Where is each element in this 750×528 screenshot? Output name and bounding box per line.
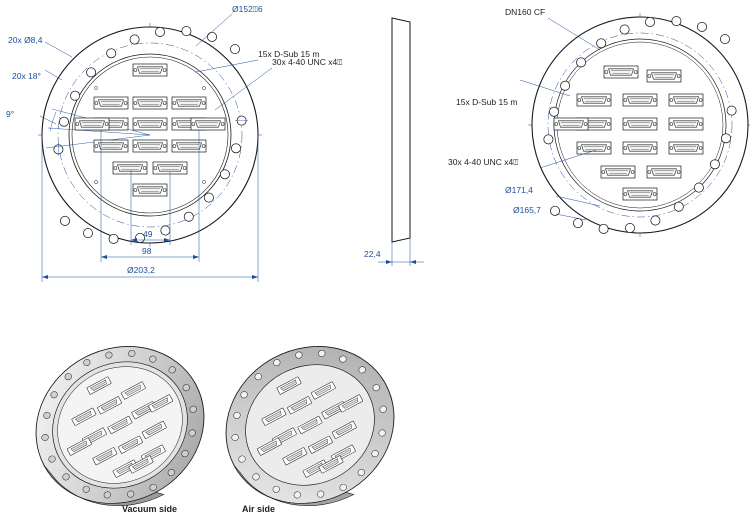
label-angle-start: 9° [6,109,15,119]
label-dim-49: 49 [143,229,153,239]
back-view [520,13,750,237]
label-counterbore: Ø152⍐6 [232,4,263,14]
label-bolt-holes: 20x Ø8,4 [8,35,43,45]
label-flange-type: DN160 CF [505,7,546,17]
front-view [38,14,272,282]
caption-vacuum-side: Vacuum side [122,504,178,514]
label-dim-98: 98 [142,246,152,256]
label-front-connectors: 15x D-Sub 15 m [258,49,320,59]
label-dim-165: Ø165,7 [513,205,541,215]
label-angle-20x: 20x 18° [12,71,41,81]
label-dim-outer: Ø203,2 [127,265,155,275]
label-back-threads: 30x 4-40 UNC x4⍐ [448,157,519,167]
label-thickness: 22,4 [364,249,381,259]
caption-air-side: Air side [242,504,276,514]
side-view [378,18,424,266]
iso-air-side [198,317,424,528]
iso-vacuum-side [8,317,234,528]
side-dim-thickness [378,238,424,266]
label-front-threads: 30x 4-40 UNC x4⍐ [272,57,343,67]
label-dim-171: Ø171,4 [505,185,533,195]
label-back-connectors: 15x D-Sub 15 m [456,97,518,107]
